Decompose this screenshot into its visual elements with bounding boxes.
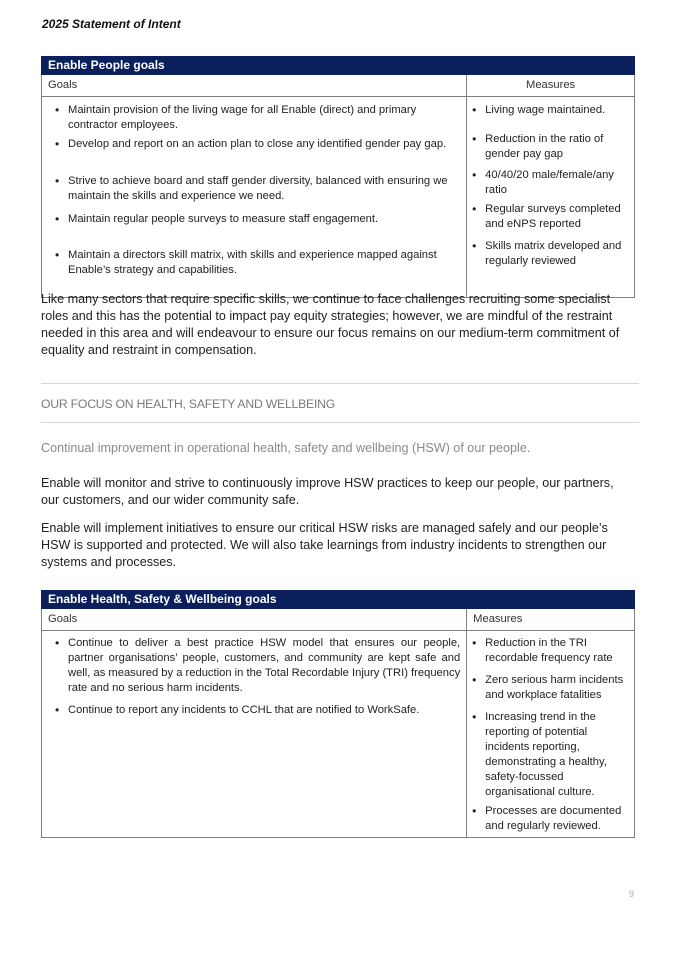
section-intro: Continual improvement in operational health, safety and wellbeing (HSW) of our people. bbox=[41, 441, 531, 455]
hsw-goals-table bbox=[41, 590, 635, 838]
list-item: • Maintain regular people surveys to measure staff engagement. bbox=[48, 212, 456, 227]
table-title-row bbox=[42, 57, 635, 75]
measures-column-header: Measures bbox=[467, 609, 635, 631]
list-item: • Develop and report on an action plan to close any identified gender pay gap. bbox=[48, 137, 456, 152]
table-body-row bbox=[42, 631, 635, 838]
list-item: • Living wage maintained. bbox=[469, 103, 628, 118]
section-divider-top bbox=[41, 383, 639, 384]
list-item: • Regular surveys completed and eNPS reported bbox=[469, 202, 628, 232]
people-goals-cell bbox=[42, 97, 467, 298]
people-table-title: Enable People goals bbox=[42, 57, 467, 75]
people-goals-table bbox=[41, 56, 635, 298]
list-item: • Reduction in the ratio of gender pay gap bbox=[469, 132, 628, 162]
list-item: • Continue to report any incidents to CCHL that are notified to WorkSafe. bbox=[48, 703, 460, 718]
table-title-blank bbox=[467, 591, 635, 609]
people-measures-cell bbox=[467, 97, 635, 298]
hsw-paragraph-1: Enable will monitor and strive to continuously improve HSW practices to keep our people, our partners, our customers, and our wider community safe. bbox=[41, 476, 614, 507]
table-header-row bbox=[42, 75, 635, 97]
list-item: • Skills matrix developed and regularly reviewed bbox=[469, 239, 628, 269]
hsw-table-title: Enable Health, Safety & Wellbeing goals bbox=[42, 591, 467, 609]
measures-column-header: Measures bbox=[467, 75, 635, 97]
document-header: 2025 Statement of Intent bbox=[42, 17, 181, 31]
list-item: • 40/40/20 male/female/any ratio bbox=[469, 168, 628, 198]
hsw-measures-cell bbox=[467, 631, 635, 838]
page-number: 9 bbox=[629, 889, 635, 899]
section-divider-bottom bbox=[41, 422, 639, 423]
list-item: • Maintain provision of the living wage for all Enable (direct) and primary contractor employees. bbox=[48, 103, 456, 133]
list-item: • Strive to achieve board and staff gender diversity, balanced with ensuring we maintain the skills and experience we need. bbox=[48, 174, 456, 204]
section-heading: OUR FOCUS ON HEALTH, SAFETY AND WELLBEING bbox=[41, 397, 336, 411]
list-item: • Zero serious harm incidents and workplace fatalities bbox=[469, 673, 628, 703]
goals-column-header: Goals bbox=[42, 609, 467, 631]
goals-column-header: Goals bbox=[42, 75, 467, 97]
list-item: • Maintain a directors skill matrix, with skills and experience mapped against Enable’s strategy and capabilities. bbox=[48, 248, 456, 278]
pay-equity-paragraph: Like many sectors that require specific skills, we continue to face challenges recruiting some specialist roles and this has the potential to impact pay equity strategies; however, we are mindful of the restraint needed in this area and will endeavour to ensure our focus remains on our medium-term commitment of equality and restraint in compensation. bbox=[41, 292, 620, 357]
table-title-row bbox=[42, 591, 635, 609]
list-item: • Processes are documented and regularly reviewed. bbox=[469, 804, 628, 834]
hsw-goals-cell bbox=[42, 631, 467, 838]
list-item: • Increasing trend in the reporting of potential incidents reporting, demonstrating a healthy, safety-focussed organisational culture. bbox=[469, 710, 628, 800]
table-title-blank bbox=[467, 57, 635, 75]
list-item: • Continue to deliver a best practice HSW model that ensures our people, partner organisations’ people, customers, and community are kept safe and well, as measured by a reduction in the Total Recordable Injury (TRI) frequency rate and no serious harm incidents. bbox=[48, 636, 460, 696]
table-header-row bbox=[42, 609, 635, 631]
hsw-paragraph-2: Enable will implement initiatives to ensure our critical HSW risks are managed safely and our people’s HSW is supported and protected. We will also take learnings from industry incidents to strengthen our systems and processes. bbox=[41, 521, 608, 569]
table-body-row bbox=[42, 97, 635, 298]
list-item: • Reduction in the TRI recordable frequency rate bbox=[469, 636, 628, 666]
